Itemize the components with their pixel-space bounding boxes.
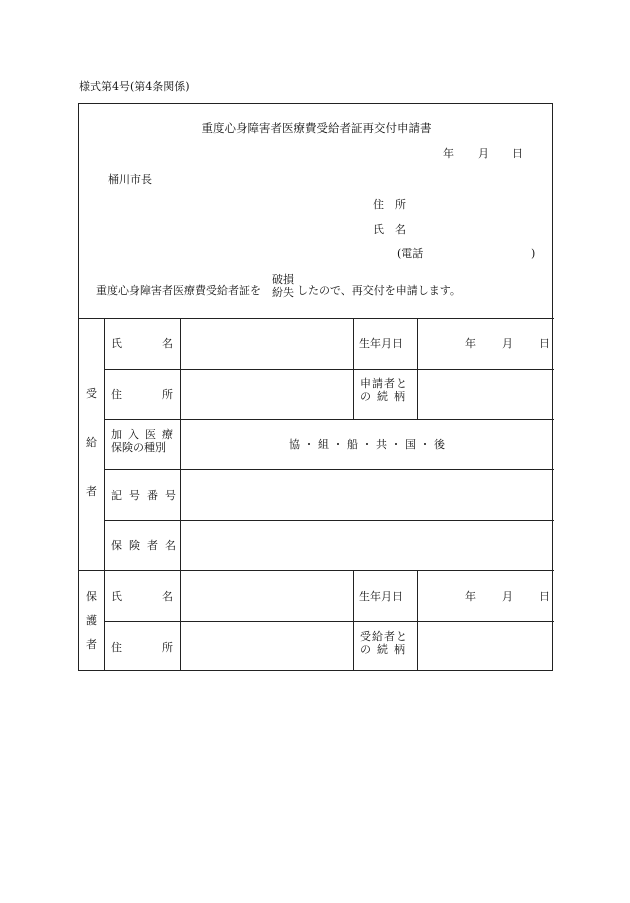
applicant-address-label: 住 所: [373, 198, 406, 211]
insurer-name-label: 保険者名: [111, 539, 183, 552]
row-divider: [104, 419, 554, 420]
applicant-phone-close: ): [531, 247, 536, 260]
recipient-group-char: 受: [86, 387, 97, 400]
recipient-birthdate-label: 生年月日: [359, 337, 403, 350]
guardian-relation-line2: の続柄: [360, 642, 411, 656]
recipient-birth-month: 月: [502, 337, 513, 350]
guardian-birthdate-label: 生年月日: [359, 590, 403, 603]
guardian-address-label: [111, 642, 213, 653]
section-divider: [79, 318, 554, 319]
guardian-birth-day: 日: [539, 590, 550, 603]
guardian-group-char: 保: [86, 590, 97, 603]
option-damaged: 破損: [272, 273, 294, 286]
field-column-divider: [353, 570, 354, 671]
row-divider: [104, 469, 554, 470]
guardian-address-label-text: 住所: [111, 641, 213, 654]
recipient-birth-year: 年: [465, 337, 476, 350]
form-title: 重度心身障害者医療費受給者証再交付申請書: [201, 121, 432, 135]
applicant-phone-open: (電話: [397, 247, 424, 260]
recipient-relation-line2: の続柄: [360, 389, 411, 403]
guardian-name-label: [111, 591, 213, 602]
field-column-divider: [353, 318, 354, 419]
symbol-number-label: 記号番号: [111, 489, 183, 502]
form-number-label: 様式第4号(第4条関係): [79, 80, 190, 93]
recipient-birth-day: 日: [539, 337, 550, 350]
addressee: 桶川市長: [108, 173, 152, 186]
insurance-type-options: 協 ・ 組 ・ 船 ・ 共 ・ 国 ・ 後: [289, 438, 445, 451]
field-column-divider: [417, 570, 418, 671]
row-divider: [104, 520, 554, 521]
recipient-relation-line1: 申請者と: [360, 377, 408, 390]
row-divider: [104, 369, 554, 370]
statement-options: [272, 274, 294, 299]
guardian-relation-line1: 受給者と: [360, 630, 408, 643]
recipient-relation-label: [360, 378, 411, 403]
guardian-birth-year: 年: [465, 590, 476, 603]
recipient-name-label: [111, 337, 213, 350]
option-lost: 紛失: [272, 285, 294, 299]
insurance-type-line1: 加入医療: [111, 428, 179, 441]
recipient-group-char: 者: [86, 485, 97, 498]
guardian-name-label-text: 氏名: [111, 590, 213, 603]
date-day-label: 日: [512, 147, 523, 160]
field-column-divider: [417, 318, 418, 419]
group-column-divider: [104, 318, 105, 671]
application-form: [78, 103, 553, 671]
recipient-address-label-text: 住所: [111, 388, 213, 401]
insurance-type-label: [111, 429, 179, 454]
row-divider: [104, 621, 554, 622]
date-month-label: 月: [478, 147, 489, 160]
statement-suffix: したので、再交付を申請します。: [297, 284, 461, 297]
recipient-name-label-text: 氏名: [111, 337, 213, 350]
guardian-relation-label: [360, 631, 411, 656]
recipient-address-label: [111, 389, 213, 400]
statement-prefix: 重度心身障害者医療費受給者証を: [96, 284, 261, 297]
guardian-group-char: 者: [86, 638, 97, 651]
date-year-label: 年: [443, 147, 454, 160]
guardian-birth-month: 月: [502, 590, 513, 603]
insurance-type-line2: 保険の種別: [111, 440, 166, 454]
recipient-group-char: 給: [86, 436, 97, 449]
applicant-name-label: 氏 名: [373, 223, 406, 236]
section-divider: [79, 570, 554, 571]
guardian-group-char: 護: [86, 614, 97, 627]
